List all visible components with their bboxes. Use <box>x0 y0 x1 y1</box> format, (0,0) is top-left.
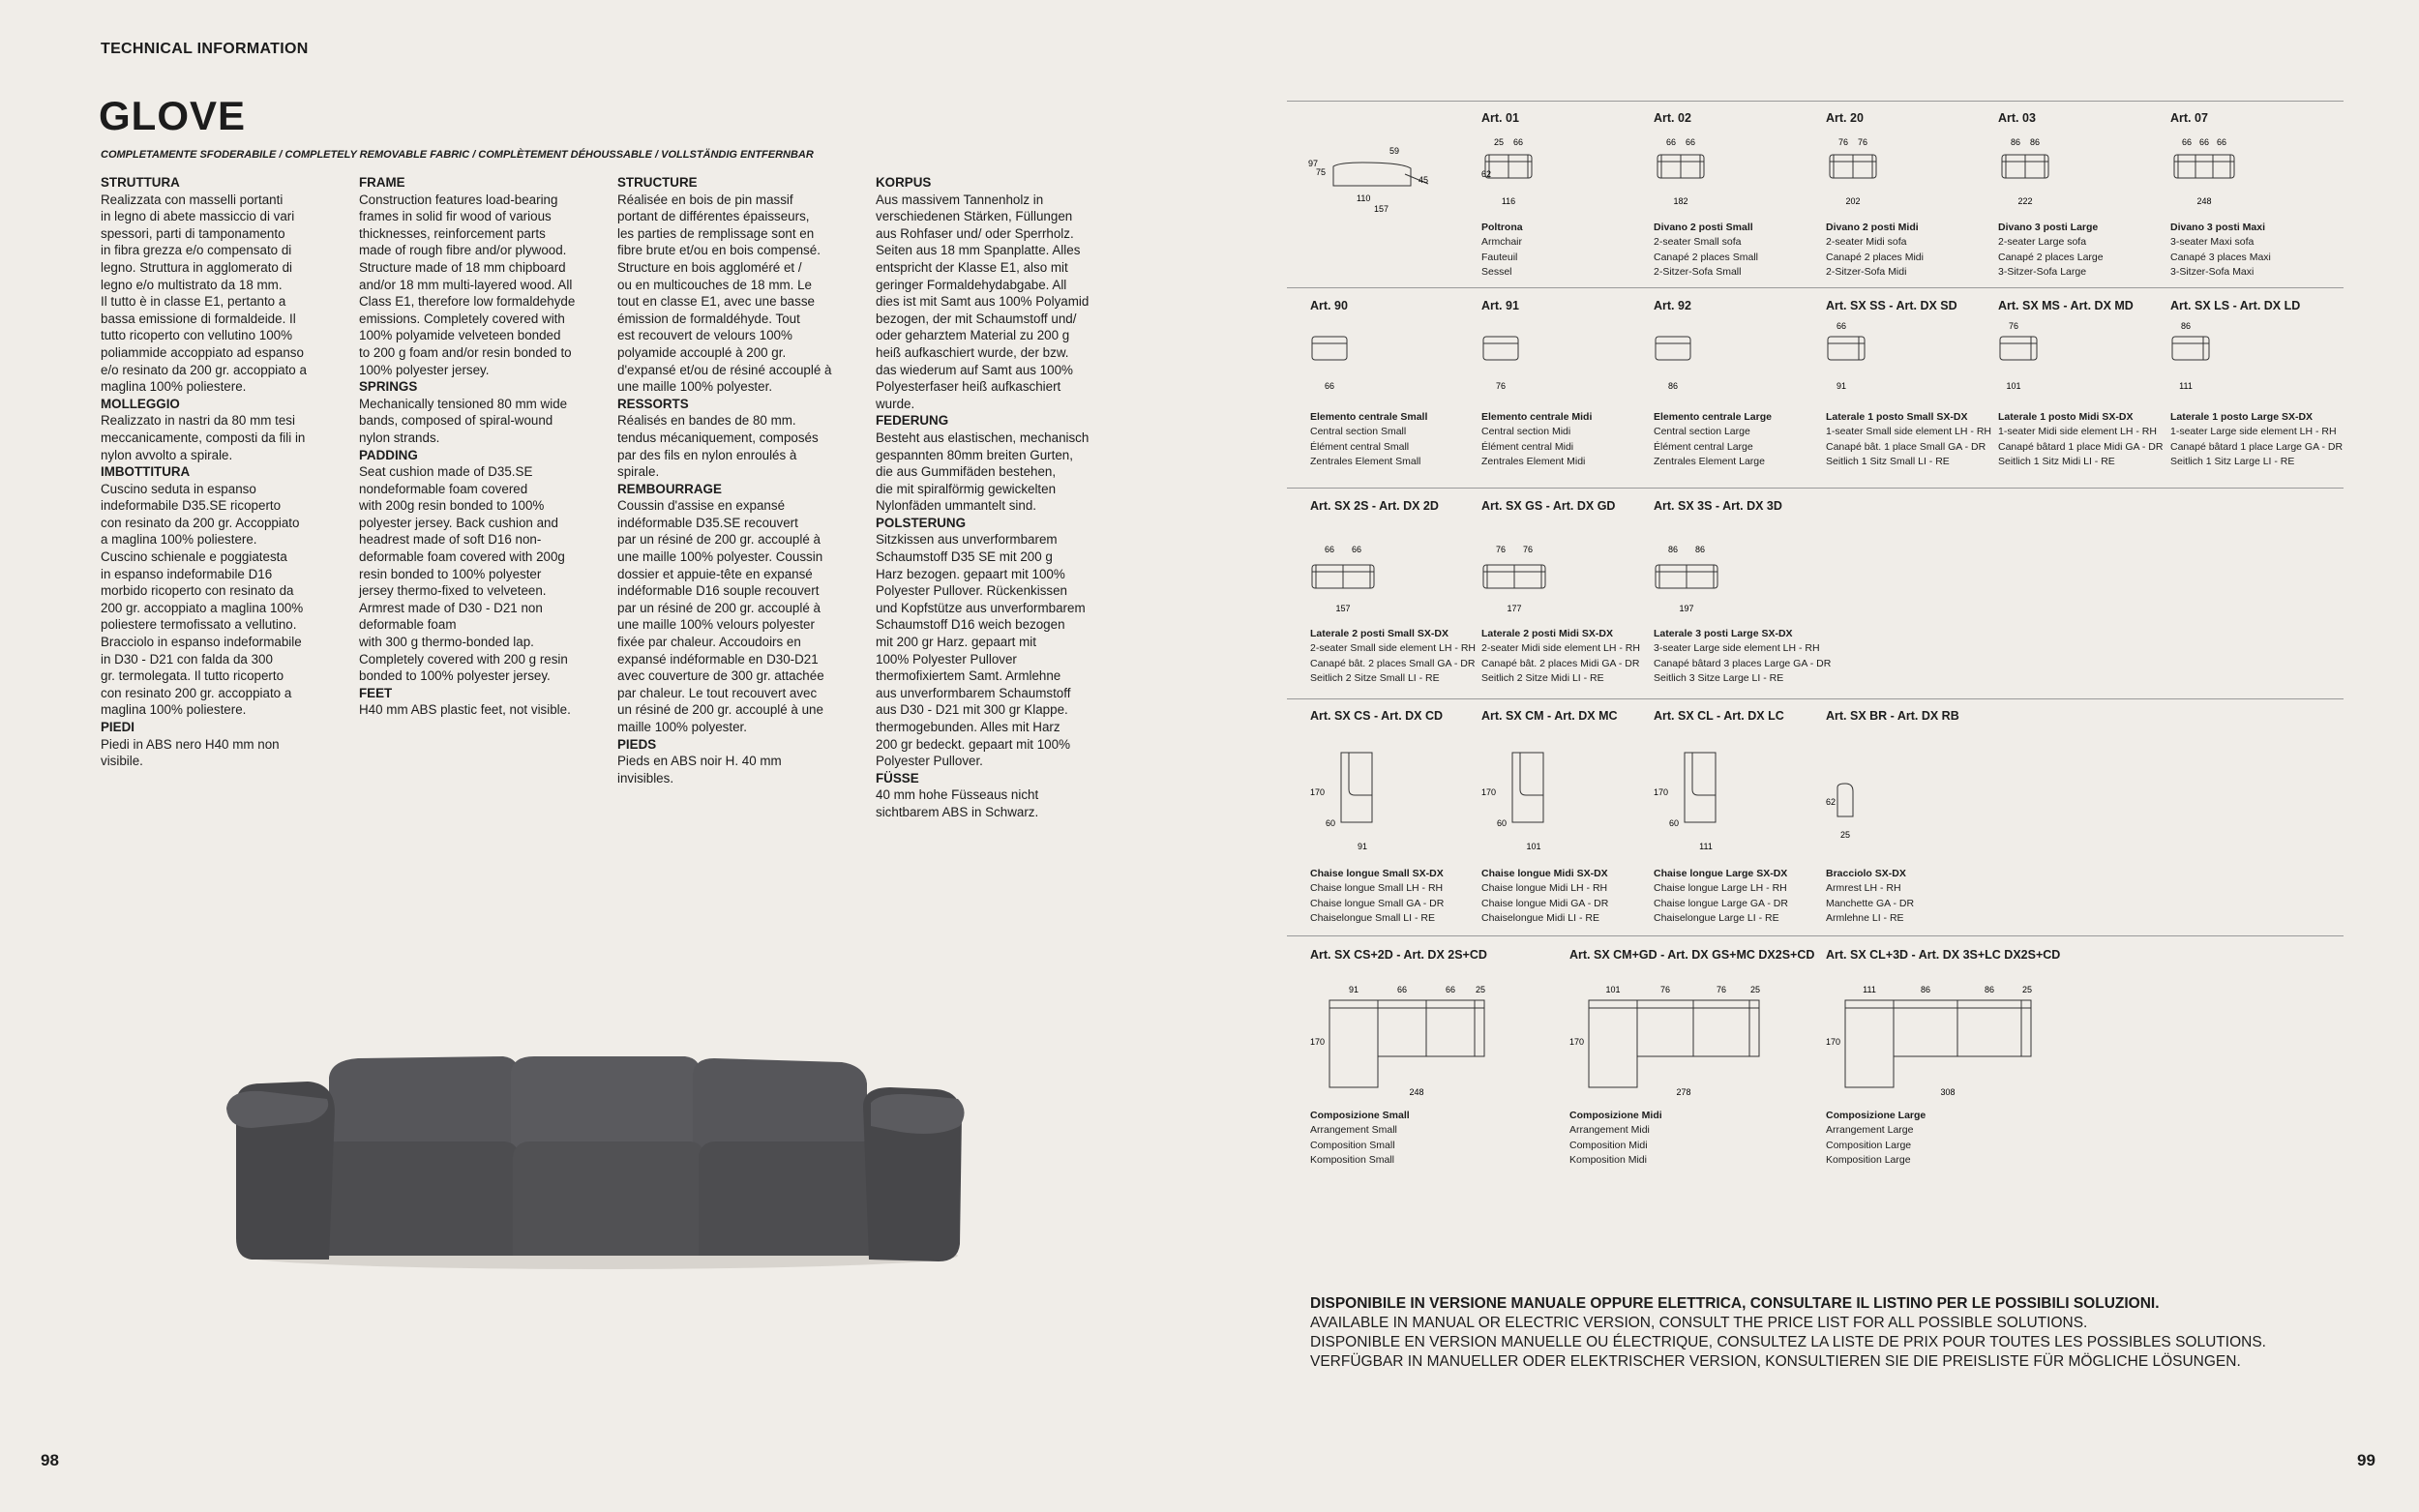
dimension-label: 101 <box>1605 985 1621 994</box>
divider <box>1287 488 2344 489</box>
dimension-label: 66 <box>1685 137 1696 147</box>
caption-line: Sessel <box>1481 266 1512 279</box>
dimension-label: 66 <box>1396 985 1408 994</box>
dimension-label: 111 <box>2179 381 2193 391</box>
article-code: Art. 20 <box>1826 111 1864 125</box>
caption-line: Chaise longue Small SX-DX <box>1310 868 1444 879</box>
article-code: Art. 01 <box>1481 111 1519 125</box>
article-code: Art. 91 <box>1481 299 1519 312</box>
spec-text: Piedi in ABS nero H40 mm non visibile. <box>101 736 280 769</box>
article-code: Art. SX 2S - Art. DX 2D <box>1310 499 1439 513</box>
article-caption <box>1654 221 1758 281</box>
dimension-label: 66 <box>1836 321 1847 331</box>
article-caption <box>1310 867 1444 927</box>
caption-line: Armchair <box>1481 236 1523 249</box>
caption-line: Zentrales Element Small <box>1310 456 1421 468</box>
caption-line: 3-seater Maxi sofa <box>2170 236 2255 249</box>
dim-w2: 157 <box>1374 204 1389 214</box>
article-caption <box>1310 1109 1410 1169</box>
article-caption <box>1826 410 1991 470</box>
article-code: Art. 03 <box>1998 111 2036 125</box>
article-caption <box>1654 867 1788 927</box>
dimension-label: 86 <box>2029 137 2041 147</box>
article-caption <box>1998 221 2104 281</box>
article-caption <box>1481 867 1608 927</box>
caption-line: Divano 3 posti Large <box>1998 222 2099 233</box>
caption-line: Zentrales Element Large <box>1654 456 1765 468</box>
dimension-label: 76 <box>2008 321 2019 331</box>
dimension-label: 202 <box>1845 196 1861 206</box>
spec-text: Mechanically tensioned 80 mm wide bands, composed of spiral-wound nylon strands. <box>359 396 568 445</box>
dimension-label: 66 <box>1324 545 1335 554</box>
seat-center <box>513 1141 704 1256</box>
caption-line: Canapé 2 places Small <box>1654 251 1758 263</box>
caption-line: Seitlich 1 Sitz Midi LI - RE <box>1998 456 2115 468</box>
spec-heading: IMBOTTITURA <box>101 464 191 480</box>
caption-line: Chaiselongue Large LI - RE <box>1654 912 1779 925</box>
spec-text: Réalisés en bandes de 80 mm. tendus mécaniquement, composés par des fils en nylon enroulés à spirale. <box>617 413 819 480</box>
dimension-label: 170 <box>1310 1037 1326 1047</box>
dimension-label: 101 <box>2006 381 2021 391</box>
caption-line: Canapé bâtard 1 place Midi GA - DR <box>1998 440 2164 453</box>
caption-line: Chaiselongue Midi LI - RE <box>1481 912 1599 925</box>
spec-text: Pieds en ABS noir H. 40 mm invisibles. <box>617 754 782 786</box>
caption-line: Élément central Midi <box>1481 440 1574 453</box>
article-caption <box>1826 867 1914 927</box>
caption-line: Central section Small <box>1310 426 1407 438</box>
caption-line: Canapé bât. 1 place Small GA - DR <box>1826 440 1986 453</box>
caption-line: Composizione Midi <box>1569 1110 1662 1121</box>
caption-line: Seitlich 3 Sitze Large LI - RE <box>1654 672 1784 685</box>
chaise-drawing <box>1826 745 1996 857</box>
caption-line: 3-seater Large side element LH - RH <box>1654 642 1820 655</box>
caption-line: Seitlich 1 Sitz Large LI - RE <box>2170 456 2295 468</box>
dimension-label: 66 <box>1445 985 1456 994</box>
caption-line: Canapé 2 places Midi <box>1826 251 1924 263</box>
caption-line: 2-seater Large sofa <box>1998 236 2087 249</box>
dimension-label: 25 <box>1493 137 1505 147</box>
dimension-label: 66 <box>2198 137 2210 147</box>
dim-h2: 75 <box>1316 167 1327 177</box>
caption-line: Seitlich 2 Sitze Small LI - RE <box>1310 672 1440 685</box>
dimension-label: 170 <box>1826 1037 1841 1047</box>
article-caption <box>1654 410 1772 470</box>
caption-line: Canapé bât. 2 places Small GA - DR <box>1310 657 1476 669</box>
module-plan-drawing <box>1481 317 1652 395</box>
caption-line: 1-seater Small side element LH - RH <box>1826 426 1991 438</box>
caption-line: 2-seater Small side element LH - RH <box>1310 642 1476 655</box>
dimension-label: 170 <box>1569 1037 1585 1047</box>
caption-line: Seitlich 2 Sitze Midi LI - RE <box>1481 672 1604 685</box>
caption-line: Canapé bâtard 1 place Large GA - DR <box>2170 440 2344 453</box>
caption-line: Elemento centrale Midi <box>1481 411 1593 423</box>
spec-text: 40 mm hohe Füsseaus nicht sichtbarem ABS in Schwarz. <box>876 787 1039 819</box>
caption-line: Divano 2 posti Midi <box>1826 222 1919 233</box>
backrest-left <box>329 1056 519 1151</box>
caption-line: Laterale 2 posti Small SX-DX <box>1310 628 1448 639</box>
dimension-label: 157 <box>1335 604 1351 613</box>
article-code: Art. 02 <box>1654 111 1691 125</box>
side-element-drawing <box>1310 536 1480 619</box>
spec-text: Realizzato in nastri da 80 mm tesi meccanicamente, composti da fili in nylon avvolto a spirale. <box>101 413 306 462</box>
caption-line: Chaiselongue Small LI - RE <box>1310 912 1435 925</box>
article-code: Art. SX CL - Art. DX LC <box>1654 709 1784 723</box>
composition-drawing <box>1826 979 2077 1095</box>
divider <box>1287 935 2344 936</box>
divider <box>1287 101 2344 102</box>
spec-heading: REMBOURRAGE <box>617 481 722 496</box>
dimension-label: 60 <box>1497 818 1508 828</box>
caption-line: Elemento centrale Small <box>1310 411 1428 423</box>
caption-line: Arrangement Large <box>1826 1124 1914 1137</box>
caption-line: 2-seater Midi sofa <box>1826 236 1907 249</box>
article-caption <box>1998 410 2163 470</box>
page-number-left: 98 <box>41 1451 59 1469</box>
caption-line: Composition Large <box>1826 1139 1912 1151</box>
french-column <box>617 174 864 786</box>
module-plan-drawing <box>1654 317 1824 395</box>
dimension-label: 111 <box>1863 985 1876 994</box>
chaise-drawing <box>1654 745 1824 857</box>
dimension-label: 248 <box>2196 196 2212 206</box>
caption-line: Armrest LH - RH <box>1826 882 1901 895</box>
dimension-label: 66 <box>1665 137 1677 147</box>
dimension-label: 76 <box>1857 137 1868 147</box>
module-plan-drawing <box>1826 317 1996 395</box>
caption-line: Komposition Small <box>1310 1154 1394 1167</box>
dimension-label: 62 <box>1481 169 1492 179</box>
caption-line: 2-seater Small sofa <box>1654 236 1742 249</box>
product-title: GLOVE <box>99 93 247 138</box>
dimension-label: 86 <box>1694 545 1706 554</box>
notice-it: DISPONIBILE IN VERSIONE MANUALE OPPURE ELETTRICA, CONSULTARE IL LISTINO PER LE POSSIBILI SOLUZIONI. <box>1310 1295 2160 1312</box>
caption-line: 3-Sitzer-Sofa Maxi <box>2170 266 2255 279</box>
divider <box>1287 287 2344 288</box>
caption-line: Chaise longue Midi LH - RH <box>1481 882 1608 895</box>
spec-heading: MOLLEGGIO <box>101 396 180 411</box>
article-caption <box>2170 221 2271 281</box>
caption-line: 1-seater Midi side element LH - RH <box>1998 426 2157 438</box>
article-code: Art. 07 <box>2170 111 2208 125</box>
spec-text: Seat cushion made of D35.SE nondeformable foam covered with 200g resin bonded to 100% polyester jersey. Back cushion and headrest made of soft D16 non- deformable foam covered with 200g resin bonded to 100% polyester jersey thermo-fixed to velveteen. Armrest made of D30 - D21 non deformable foam with 300 g thermo-bonded lap. Completely covered with 200 g resin bonded to 100% polyester jersey. <box>359 464 568 684</box>
dimension-label: 76 <box>1659 985 1671 994</box>
spec-heading: FEDERUNG <box>876 413 949 429</box>
caption-line: Elemento centrale Large <box>1654 411 1772 423</box>
dimension-label: 248 <box>1409 1087 1424 1097</box>
dimension-label: 66 <box>2181 137 2193 147</box>
dimension-label: 116 <box>1501 196 1516 206</box>
italian-column <box>101 174 347 770</box>
article-code: Art. SX CL+3D - Art. DX 3S+LC DX2S+CD <box>1826 948 2061 962</box>
english-column <box>359 174 606 719</box>
caption-line: Chaise longue Midi SX-DX <box>1481 868 1608 879</box>
dimension-label: 170 <box>1310 787 1326 797</box>
spec-heading: POLSTERUNG <box>876 515 966 530</box>
spec-heading: FÜSSE <box>876 770 919 786</box>
article-caption <box>2170 410 2343 470</box>
spec-text: Cuscino seduta in espanso indeformabile D35.SE ricoperto con resinato da 200 gr. Accoppiato a maglina 100% poliestere. Cuscino schienale e poggiatesta in espanso indeformabile D16 morbido ricoperto con resinato da 200 gr. accoppiato a maglina 100% poliestere termofissato a vellutino. Bracciolo in espanso indeformabile in D30 - D21 con falda da 300 gr. termolegata. Il tutto ricoperto con resinato 200 gr. accoppiato a maglina 100% poliestere. <box>101 481 304 718</box>
article-code: Art. SX SS - Art. DX SD <box>1826 299 1957 312</box>
dimension-label: 101 <box>1526 842 1541 851</box>
dimension-label: 25 <box>2021 985 2033 994</box>
dimension-label: 76 <box>1495 545 1507 554</box>
dim-w1: 110 <box>1357 193 1371 203</box>
caption-line: Laterale 1 posto Large SX-DX <box>2170 411 2314 423</box>
composition-drawing <box>1310 979 1562 1095</box>
article-caption <box>1569 1109 1662 1169</box>
article-caption <box>1481 221 1523 281</box>
backrest-right <box>693 1058 867 1151</box>
article-code: Art. SX LS - Art. DX LD <box>2170 299 2301 312</box>
spec-heading: PADDING <box>359 447 418 462</box>
dimension-label: 66 <box>2216 137 2227 147</box>
caption-line: Laterale 3 posti Large SX-DX <box>1654 628 1793 639</box>
dimension-label: 111 <box>1699 842 1713 851</box>
caption-line: Canapé 2 places Large <box>1998 251 2104 263</box>
dimension-label: 66 <box>1512 137 1524 147</box>
caption-line: Chaise longue Midi GA - DR <box>1481 897 1609 909</box>
dimension-label: 76 <box>1522 545 1534 554</box>
spec-heading: PIEDS <box>617 736 657 752</box>
caption-line: Arrangement Small <box>1310 1124 1397 1137</box>
caption-line: Chaise longue Large LH - RH <box>1654 882 1787 895</box>
caption-line: Central section Large <box>1654 426 1750 438</box>
product-subtitle: COMPLETAMENTE SFODERABILE / COMPLETELY REMOVABLE FABRIC / COMPLÈTEMENT DÉHOUSSABLE / VOLLSTÄNDIG ENTFERNBAR <box>101 149 814 161</box>
armrest-right-top <box>871 1094 965 1134</box>
caption-line: Chaise longue Large SX-DX <box>1654 868 1788 879</box>
article-code: Art. SX CM - Art. DX MC <box>1481 709 1618 723</box>
sofa-plan-drawing <box>1654 132 1824 206</box>
caption-line: Laterale 1 posto Small SX-DX <box>1826 411 1968 423</box>
dimension-label: 308 <box>1940 1087 1956 1097</box>
caption-line: Canapé 3 places Maxi <box>2170 251 2271 263</box>
caption-line: Laterale 1 posto Midi SX-DX <box>1998 411 2134 423</box>
notice-de: VERFÜGBAR IN MANUELLER ODER ELEKTRISCHER VERSION, KONSULTIEREN SIE DIE PREISLISTE FÜR MÖGLICHE LÖSUNGEN. <box>1310 1353 2241 1370</box>
divider <box>1287 698 2344 699</box>
dim-d2: 45 <box>1419 175 1429 185</box>
notice-fr: DISPONIBLE EN VERSION MANUELLE OU ÉLECTRIQUE, CONSULTEZ LA LISTE DE PRIX POUR TOUTES LES POSSIBLES SOLUTIONS. <box>1310 1334 2266 1350</box>
chaise-drawing <box>1310 745 1480 857</box>
dimension-label: 66 <box>1351 545 1362 554</box>
dimension-label: 76 <box>1716 985 1727 994</box>
module-plan-drawing <box>2170 317 2341 395</box>
caption-line: Chaise longue Large GA - DR <box>1654 897 1788 909</box>
spec-heading: RESSORTS <box>617 396 689 411</box>
side-profile-drawing <box>1304 135 1440 213</box>
caption-line: Arrangement Midi <box>1569 1124 1650 1137</box>
composition-drawing <box>1569 979 1821 1095</box>
dimension-label: 76 <box>1495 381 1507 391</box>
article-caption <box>1826 1109 1926 1169</box>
spec-heading: FEET <box>359 685 393 700</box>
dimension-label: 91 <box>1348 985 1359 994</box>
article-code: Art. SX GS - Art. DX GD <box>1481 499 1616 513</box>
module-plan-drawing <box>1998 317 2168 395</box>
spec-text: Aus massivem Tannenholz in verschiedenen Stärken, Füllungen aus Rohfaser und/ oder Sperrholz. Seiten aus 18 mm Spanplatte. Alles entspricht der Klasse E1, also mit geringer Formaldehydabgabe. All dies ist mit Samt aus 100% Polyamid bezogen, der mit Schaumstoff und/ oder geharztem Material zu 200 g heiß aufkaschiert wurde, der bzw. das wiederum auf Samt aus 100% Polyesterfaser heiß aufkaschiert wurde. <box>876 192 1090 411</box>
article-code: Art. SX 3S - Art. DX 3D <box>1654 499 1782 513</box>
spec-heading: PIEDI <box>101 720 134 734</box>
caption-line: 2-seater Midi side element LH - RH <box>1481 642 1640 655</box>
spec-text: H40 mm ABS plastic feet, not visible. <box>359 702 571 718</box>
article-caption <box>1826 221 1924 281</box>
article-caption <box>1481 410 1592 470</box>
spec-text: Réalisée en bois de pin massif portant de différentes épaisseurs, les parties de remplissage sont en fibre brute et/ou en bois compensé. Structure en bois aggloméré et / ou en multicouches de 18 mm. Le tout en classe E1, avec une basse émission de formaldéhyde. Tout est recouvert de velours 100% polyamide accouplé à 200 gr. d'expansé et/ou de résiné accouplé à une maille 100% polyester. <box>617 192 832 395</box>
backrest-center <box>511 1056 701 1151</box>
dimension-label: 222 <box>2017 196 2033 206</box>
dimension-label: 86 <box>2010 137 2021 147</box>
article-caption <box>1310 627 1476 687</box>
spec-heading: SPRINGS <box>359 379 418 395</box>
dimension-label: 197 <box>1679 604 1694 613</box>
dimension-label: 278 <box>1676 1087 1691 1097</box>
dimension-label: 86 <box>1920 985 1931 994</box>
sofa-plan-drawing <box>1481 132 1652 206</box>
caption-line: Manchette GA - DR <box>1826 897 1915 909</box>
sofa-plan-drawing <box>2170 132 2341 206</box>
dimension-label: 170 <box>1654 787 1669 797</box>
caption-line: Komposition Midi <box>1569 1154 1647 1167</box>
dimension-label: 60 <box>1669 818 1680 828</box>
caption-line: Canapé bât. 2 places Midi GA - DR <box>1481 657 1640 669</box>
caption-line: Poltrona <box>1481 222 1523 233</box>
caption-line: Laterale 2 posti Midi SX-DX <box>1481 628 1613 639</box>
module-plan-drawing <box>1310 317 1480 395</box>
caption-line: Élément central Large <box>1654 440 1753 453</box>
dimension-label: 91 <box>1836 381 1847 391</box>
caption-line: Chaise longue Small GA - DR <box>1310 897 1445 909</box>
dimension-label: 182 <box>1673 196 1688 206</box>
caption-line: Canapé bâtard 3 places Large GA - DR <box>1654 657 1832 669</box>
caption-line: Fauteuil <box>1481 251 1518 263</box>
caption-line: Divano 2 posti Small <box>1654 222 1753 233</box>
article-code: Art. SX MS - Art. DX MD <box>1998 299 2134 312</box>
dimension-label: 76 <box>1837 137 1849 147</box>
caption-line: Armlehne LI - RE <box>1826 912 1904 925</box>
dim-h1: 97 <box>1308 159 1319 168</box>
spec-heading: STRUCTURE <box>617 175 698 190</box>
availability-notice <box>1310 1294 2266 1372</box>
article-caption <box>1481 627 1640 687</box>
spec-heading: FRAME <box>359 175 405 190</box>
side-element-drawing <box>1481 536 1652 619</box>
spec-heading: KORPUS <box>876 175 932 190</box>
caption-line: 3-Sitzer-Sofa Large <box>1998 266 2087 279</box>
caption-line: Composition Small <box>1310 1139 1395 1151</box>
spec-text: Besteht aus elastischen, mechanisch gespannten 80mm breiten Gurten, die aus Gummifäden bestehen, die mit spiralförmig gewickelten Nylonfäden ummantelt sind. <box>876 430 1090 514</box>
dimension-label: 86 <box>1667 545 1679 554</box>
notice-en: AVAILABLE IN MANUAL OR ELECTRIC VERSION, CONSULT THE PRICE LIST FOR ALL POSSIBLE SOLUTIONS. <box>1310 1315 2088 1331</box>
article-code: Art. SX CM+GD - Art. DX GS+MC DX2S+CD <box>1569 948 1815 962</box>
caption-line: Composizione Small <box>1310 1110 1410 1121</box>
dim-d1: 59 <box>1389 146 1400 156</box>
caption-line: Élément central Small <box>1310 440 1410 453</box>
dimension-label: 177 <box>1507 604 1522 613</box>
article-code: Art. 92 <box>1654 299 1691 312</box>
dimension-label: 25 <box>1749 985 1761 994</box>
dimension-label: 62 <box>1826 797 1837 807</box>
caption-line: Chaise longue Small LH - RH <box>1310 882 1444 895</box>
caption-line: 2-Sitzer-Sofa Midi <box>1826 266 1907 279</box>
article-caption <box>1654 627 1831 687</box>
sofa-plan-drawing <box>1826 132 1996 206</box>
seat-left <box>312 1141 519 1256</box>
side-element-drawing <box>1654 536 1824 619</box>
dimension-label: 66 <box>1324 381 1335 391</box>
sofa-plan-drawing <box>1998 132 2168 206</box>
spec-text: Coussin d'assise en expansé indéformable D35.SE recouvert par un résiné de 200 gr. accouplé à une maille 100% polyester. Coussin dossier et appuie-tête en expansé indéformable D16 souple recouvert par un résiné de 200 gr. accouplé à une maille 100% velours polyester fixée par chaleur. Accoudoirs en expansé indéformable en D30-D21 avec couverture de 300 gr. attachée par chaleur. Le tout recouvert avec un résiné de 200 gr. accouplé à une maille 100% polyester. <box>617 498 824 734</box>
spec-text: Sitzkissen aus unverformbarem Schaumstoff D35 SE mit 200 g Harz bezogen. gepaart mit 100% Polyester Pullover. Rückenkissen und Kopfstütze aus unverformbarem Schaumstoff D16 weich bezogen mit 200 gr Harz. gepaart mit 100% Polyester Pullover thermofixiertem Samt. Armlehne aus unverformbarem Schaumstoff aus D30 - D21 mit 300 gr Klappe. thermogebunden. Alles mit Harz 200 gr bedeckt. gepaart mit 100% Polyester Pullover. <box>876 532 1086 769</box>
caption-line: Central section Midi <box>1481 426 1571 438</box>
spec-heading: STRUTTURA <box>101 175 180 190</box>
sofa-photo <box>223 1045 977 1306</box>
dimension-label: 86 <box>2180 321 2192 331</box>
dimension-label: 60 <box>1326 818 1336 828</box>
caption-line: Composition Midi <box>1569 1139 1648 1151</box>
caption-line: Zentrales Element Midi <box>1481 456 1586 468</box>
german-column <box>876 174 1122 821</box>
caption-line: Bracciolo SX-DX <box>1826 868 1906 879</box>
dimension-label: 86 <box>1667 381 1679 391</box>
dimension-label: 25 <box>1475 985 1486 994</box>
article-code: Art. SX CS+2D - Art. DX 2S+CD <box>1310 948 1487 962</box>
article-caption <box>1310 410 1427 470</box>
dimension-label: 91 <box>1357 842 1368 851</box>
chaise-drawing <box>1481 745 1652 857</box>
caption-line: 1-seater Large side element LH - RH <box>2170 426 2337 438</box>
dimension-label: 170 <box>1481 787 1497 797</box>
article-code: Art. SX CS - Art. DX CD <box>1310 709 1444 723</box>
caption-line: Seitlich 1 Sitz Small LI - RE <box>1826 456 1950 468</box>
spec-text: Realizzata con masselli portanti in legno di abete massiccio di vari spessori, parti di tamponamento in fibra grezza e/o compensato di legno. Struttura in agglomerato di legno e/o multistrato da 18 mm. Il tutto è in classe E1, pertanto a bassa emissione di formaldeide. Il tutto ricoperto con vellutino 100% poliammide accoppiato ad espanso e/o resinato da 200 gr. accoppiato a maglina 100% poliestere. <box>101 192 307 395</box>
article-code: Art. 90 <box>1310 299 1348 312</box>
caption-line: 2-Sitzer-Sofa Small <box>1654 266 1742 279</box>
dimension-label: 25 <box>1839 830 1851 840</box>
article-code: Art. SX BR - Art. DX RB <box>1826 709 1959 723</box>
section-header: TECHNICAL INFORMATION <box>101 41 309 57</box>
dimension-label: 86 <box>1984 985 1995 994</box>
caption-line: Komposition Large <box>1826 1154 1911 1167</box>
caption-line: Divano 3 posti Maxi <box>2170 222 2266 233</box>
spec-text: Construction features load-bearing frames in solid fir wood of various thicknesses, reinforcement parts made of rough fibre and/or plywood. Structure made of 18 mm chipboard and/or 18 mm multi-layered wood. All Class E1, therefore low formaldehyde emissions. Completely covered with 100% polyamide velveteen bonded to 200 g foam and/or resin bonded to 100% polyester jersey. <box>359 192 576 377</box>
caption-line: Composizione Large <box>1826 1110 1926 1121</box>
seat-right <box>699 1141 892 1256</box>
page-number-right: 99 <box>2357 1451 2375 1469</box>
